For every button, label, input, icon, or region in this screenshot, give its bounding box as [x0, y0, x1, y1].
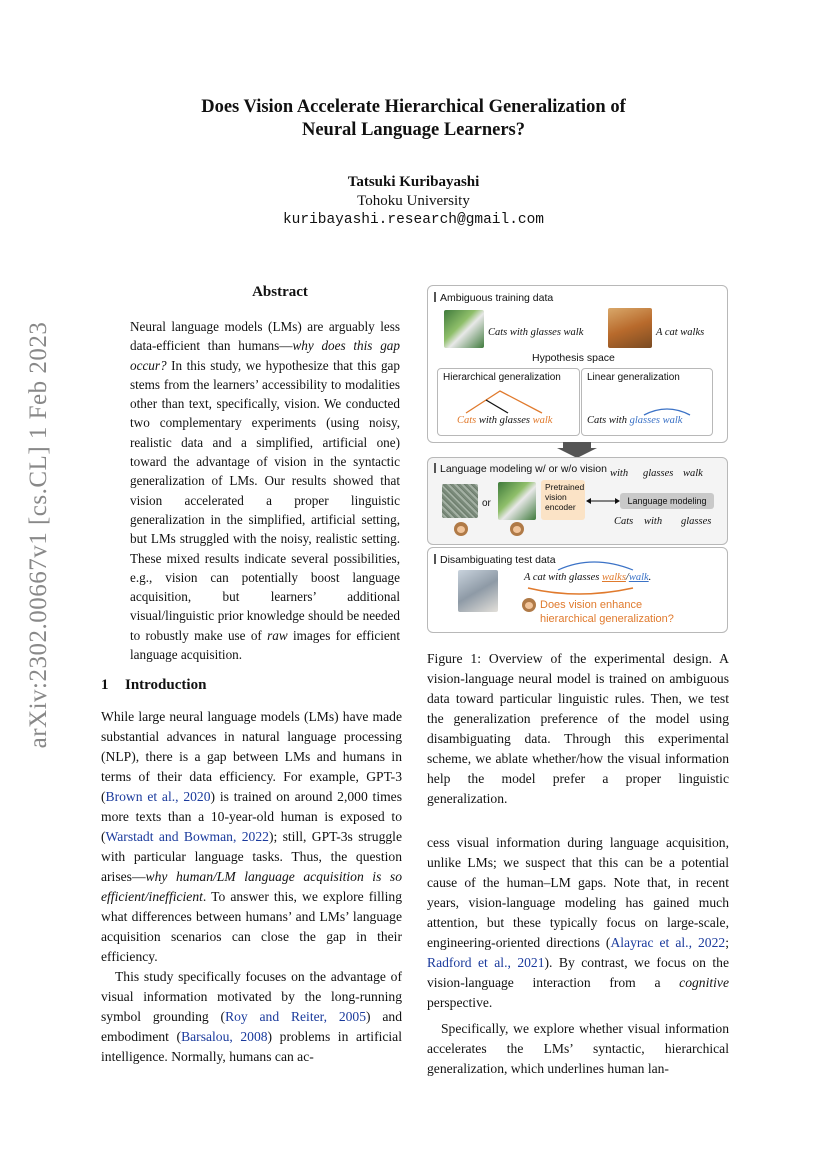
- citation-link[interactable]: Barsalou, 2008: [181, 1029, 268, 1044]
- panel-title: Disambiguating test data: [434, 554, 556, 566]
- text: ); still, GPT-3s struggle with particular language tasks. Thus, the question arises—: [101, 829, 402, 884]
- caption-a: Cats with glasses walk: [488, 327, 584, 338]
- question-line: hierarchical generalization?: [540, 613, 674, 625]
- input-token: Cats: [614, 516, 634, 527]
- arxiv-sidebar: [22, 321, 56, 749]
- citation-link[interactable]: Radford et al., 2021: [427, 955, 545, 970]
- linear-sentence: [587, 415, 682, 426]
- cat-with-glasses-image: [498, 482, 536, 520]
- word: glasses: [499, 415, 530, 426]
- cat-image: [608, 308, 652, 348]
- title-line-2: Neural Language Learners?: [301, 120, 525, 140]
- text: This study specifically focuses on the advantage of visual information motivated by the long-running symbol grounding (: [101, 969, 402, 1024]
- output-token: glasses: [643, 468, 674, 479]
- bidirectional-arrow-icon: [586, 496, 620, 506]
- right-paragraph-1: [427, 833, 729, 1013]
- word: walk: [662, 415, 683, 426]
- section-title: Introduction: [125, 677, 207, 693]
- down-arrow-icon: [557, 442, 597, 458]
- input-token: with: [644, 516, 663, 527]
- intro-paragraph-1: [101, 707, 402, 967]
- input-token: glasses: [681, 516, 712, 527]
- text: A cat with glasses: [524, 572, 602, 583]
- abstract-emph: raw: [267, 627, 288, 643]
- intro-text: [101, 707, 402, 1067]
- word: walk: [628, 572, 649, 583]
- text: cess visual information during language acquisition, unlike LMs; we suspect that this can be a potential cause of the human–LM gaps. Note that, in recent years, vision-language modeling has gained much attention, but these typically focus on large-scale, engineering-oriented directions (: [427, 835, 729, 950]
- text: ). By contrast, we focus on the vision-language interaction from a: [427, 955, 729, 990]
- text: .: [648, 572, 652, 583]
- panel-title: Ambiguous training data: [434, 292, 553, 304]
- abstract-heading: Abstract: [252, 284, 308, 300]
- text: perspective.: [427, 995, 493, 1010]
- text: ) problems in artificial intelligence. Normally, humans can ac-: [101, 1029, 402, 1064]
- text: ;: [725, 935, 729, 950]
- vision-encoder-box: Pretrained vision encoder: [541, 480, 585, 520]
- text: While large neural language models (LMs) have made substantial advances in natural language processing (NLP), there is a gap between LMs and humans in terms of their data efficiency. For example, GPT-3 (: [101, 709, 402, 804]
- caption-b: A cat walks: [656, 327, 705, 338]
- language-model-box: Language modeling: [620, 493, 714, 509]
- text: ) and embodiment (: [101, 1009, 402, 1044]
- citation-link[interactable]: Roy and Reiter, 2005: [225, 1009, 367, 1024]
- intro-paragraph-2: [101, 967, 402, 1067]
- panel-ambiguous-training: [427, 285, 728, 443]
- right-paragraph-2: Specifically, we explore whether visual information accelerates the LMs’ syntactic, hierarchical generalization, which underlines human lan-: [427, 1021, 729, 1076]
- monkey-icon: [454, 522, 468, 536]
- word: Cats: [587, 415, 607, 426]
- word: Cats: [457, 415, 477, 426]
- word: glasses: [629, 415, 660, 426]
- author-affiliation: Tohoku University: [357, 193, 470, 209]
- text: ) is trained on around 2,000 times more texts than a 10-year-old human is exposed to (: [101, 789, 402, 844]
- panel-language-modeling: [427, 457, 728, 545]
- text-emph: why human/LM language acquisition is so efficient/inefficient: [101, 869, 402, 904]
- abstract-part: images for efficient language acquisition.: [130, 627, 401, 663]
- section-heading: [101, 677, 206, 694]
- question: [540, 598, 674, 626]
- panel-title: Language modeling w/ or w/o vision: [434, 463, 607, 475]
- text: . To answer this, we explore filling what differences between humans’ and LMs’ language acquisition scenarios can close the gap in their efficiency.: [101, 889, 402, 964]
- hypothesis-label: Hypothesis space: [532, 352, 615, 364]
- abstract-part: Neural language models (LMs) are arguably less data-efficient than humans—: [130, 319, 400, 354]
- word: with: [478, 415, 497, 426]
- question-line: Does vision enhance: [540, 599, 643, 611]
- author-block: [0, 173, 827, 230]
- citation-link[interactable]: Warstadt and Bowman, 2022: [105, 829, 269, 844]
- abstract-part: In this study, we hypothesize that this gap stems from the learners’ accessibility to modalities other than text, specifically, vision. We conducted two complementary experiments (using noisy, realistic data and a simplified, artificial one) toward the advantage of vision in the syntactic generalization of LMs. Our results showed that vision accelerated a proper linguistic generalization in the simplified, artificial setting, but LMs struggled with the noisy, realistic setting. These mixed results indicate several possibilities, e.g., vision can potentially boost language acquisition, but learners’ additional visual/linguistic prior knowledge should be needed to robustly make use of: [130, 357, 400, 643]
- word: walk: [532, 415, 553, 426]
- abstract-question: why does this gap occur?: [130, 338, 400, 373]
- monkey-icon: [510, 522, 524, 536]
- paper-title: [0, 96, 827, 142]
- abstract-text: [130, 317, 400, 664]
- arxiv-id: arXiv:2302.00667v1 [cs.CL] 1 Feb 2023: [25, 321, 52, 749]
- panel-disambiguating-test: [427, 547, 728, 633]
- noise-image: [442, 484, 478, 518]
- linear-box: [581, 368, 713, 436]
- word: walks: [601, 572, 626, 583]
- citation-link[interactable]: Alayrac et al., 2022: [610, 935, 726, 950]
- text-emph: cognitive: [679, 975, 729, 990]
- section-number: 1: [101, 677, 109, 693]
- figure-1: [427, 285, 728, 633]
- word: with: [608, 415, 627, 426]
- author-email: kuribayashi.research@gmail.com: [282, 212, 545, 228]
- or-label: or: [482, 498, 491, 509]
- text: /: [625, 572, 629, 583]
- hierarchical-title: Hierarchical generalization: [443, 372, 561, 383]
- citation-link[interactable]: Brown et al., 2020: [105, 789, 211, 804]
- hier-sentence: [457, 415, 552, 426]
- cat-with-glasses-image: [444, 310, 484, 348]
- monkey-icon: [522, 598, 536, 612]
- author-name: Tatsuki Kuribayashi: [347, 174, 480, 190]
- test-sentence: [524, 572, 651, 583]
- title-line-1: Does Vision Accelerate Hierarchical Generalization of: [201, 97, 626, 117]
- hierarchical-box: [437, 368, 580, 436]
- output-token: walk: [683, 468, 703, 479]
- figure-caption: Figure 1: Overview of the experimental design. A vision-language neural model is trained on ambiguous data toward particular linguistic rules. Then, we test the generalization preference of the model using disambiguating data. Through this experimental scheme, we ablate whether/how the visual information help the model prefer a proper linguistic generalization.: [427, 651, 729, 806]
- right-column-text: [427, 833, 729, 1079]
- output-token: with: [610, 468, 629, 479]
- linear-title: Linear generalization: [587, 372, 680, 383]
